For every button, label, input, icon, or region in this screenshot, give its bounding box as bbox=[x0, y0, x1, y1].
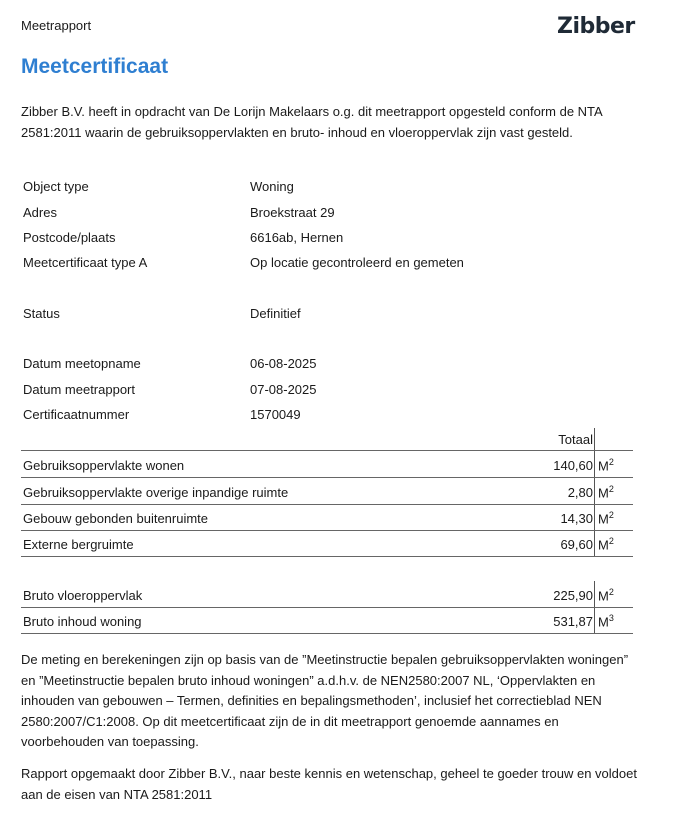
gross-table bbox=[21, 581, 633, 633]
info-label: Datum meetrapport bbox=[23, 382, 135, 397]
info-value: 06-08-2025 bbox=[250, 356, 317, 371]
table-row bbox=[21, 530, 633, 557]
row-value: 531,87 bbox=[553, 614, 593, 629]
row-label: Gebouw gebonden buitenruimte bbox=[23, 511, 209, 526]
row-unit: $M^2$ bbox=[598, 456, 614, 473]
table-row bbox=[21, 478, 633, 505]
row-unit: $M^2$ bbox=[598, 535, 614, 552]
table-row bbox=[21, 581, 633, 608]
info-value: Woning bbox=[250, 179, 294, 194]
row-unit: $M^2$ bbox=[598, 509, 614, 526]
table-row bbox=[21, 451, 633, 478]
methodology-paragraph: De meting en berekeningen zijn op basis van de ”Meetinstructie bepalen gebruiksoppervlakten woningen” en ”Meetinstructie bepalen bruto inhoud woningen” a.d.h.v. de NEN2580:2007 NL, ‘Oppervlakten en inhouden van gebouwen – Termen, definities en bepalingsmethoden’, inclusief het correctieblad NEN 2580:2007/C1:2008. Op dit meetcertificaat zijn de in dit meetrapport genoemde aannames en voorbehouden van toepassing. bbox=[21, 652, 629, 749]
row-unit: $M^2$ bbox=[598, 586, 614, 603]
row-label: Bruto vloeroppervlak bbox=[23, 588, 143, 603]
info-label: Status bbox=[23, 306, 60, 321]
row-value: 69,60 bbox=[560, 537, 593, 552]
row-label: Bruto inhoud woning bbox=[23, 614, 142, 629]
info-row-report-date bbox=[23, 382, 623, 400]
info-value: Definitief bbox=[250, 306, 301, 321]
info-row-certificate-type bbox=[23, 255, 623, 273]
info-value: Op locatie gecontroleerd en gemeten bbox=[250, 255, 464, 270]
row-label: Gebruiksoppervlakte overige inpandige ruimte bbox=[23, 485, 289, 500]
row-value: 225,90 bbox=[553, 588, 593, 603]
row-value: 2,80 bbox=[567, 485, 593, 500]
intro-paragraph: Zibber B.V. heeft in opdracht van De Lorijn Makelaars o.g. dit meetrapport opgesteld conform de NTA 2581:2011 waarin de gebruiksoppervlakten en bruto- inhoud en vloeroppervlak zijn vast gesteld. bbox=[21, 104, 602, 140]
info-row-adres bbox=[23, 205, 623, 223]
info-value: 07-08-2025 bbox=[250, 382, 317, 397]
info-row-measure-date bbox=[23, 356, 623, 374]
row-unit: $M^2$ bbox=[598, 483, 614, 500]
table-header-row bbox=[21, 428, 633, 451]
info-value: 6616ab, Hernen bbox=[250, 230, 344, 245]
info-label: Object type bbox=[23, 179, 89, 194]
page-title: Meetcertificaat bbox=[21, 55, 169, 78]
row-value: 140,60 bbox=[553, 458, 593, 473]
info-row-certificate-number bbox=[23, 407, 623, 425]
info-label: Meetcertificaat type A bbox=[23, 255, 148, 270]
zibber-logo: Zibber bbox=[557, 14, 635, 39]
info-value: Broekstraat 29 bbox=[250, 205, 335, 220]
row-label: Gebruiksoppervlakte wonen bbox=[23, 458, 185, 473]
totaal-header: Totaal bbox=[558, 432, 593, 447]
info-label: Certificaatnummer bbox=[23, 407, 130, 422]
info-label: Postcode/plaats bbox=[23, 230, 116, 245]
info-value: 1570049 bbox=[250, 407, 301, 422]
report-type-label: Meetrapport bbox=[21, 18, 92, 33]
row-value: 14,30 bbox=[560, 511, 593, 526]
info-row-object-type bbox=[23, 179, 623, 197]
area-table bbox=[21, 428, 633, 556]
info-label: Datum meetopname bbox=[23, 356, 141, 371]
info-row-status bbox=[23, 306, 623, 324]
row-unit: $M^3$ bbox=[598, 612, 614, 629]
info-label: Adres bbox=[23, 205, 57, 220]
table-row bbox=[21, 607, 633, 634]
info-row-postcode bbox=[23, 230, 623, 248]
row-label: Externe bergruimte bbox=[23, 537, 134, 552]
table-row bbox=[21, 504, 633, 531]
closing-paragraph: Rapport opgemaakt door Zibber B.V., naar beste kennis en wetenschap, geheel te goeder trouw en voldoet aan de eisen van NTA 2581:2011 bbox=[21, 766, 637, 802]
